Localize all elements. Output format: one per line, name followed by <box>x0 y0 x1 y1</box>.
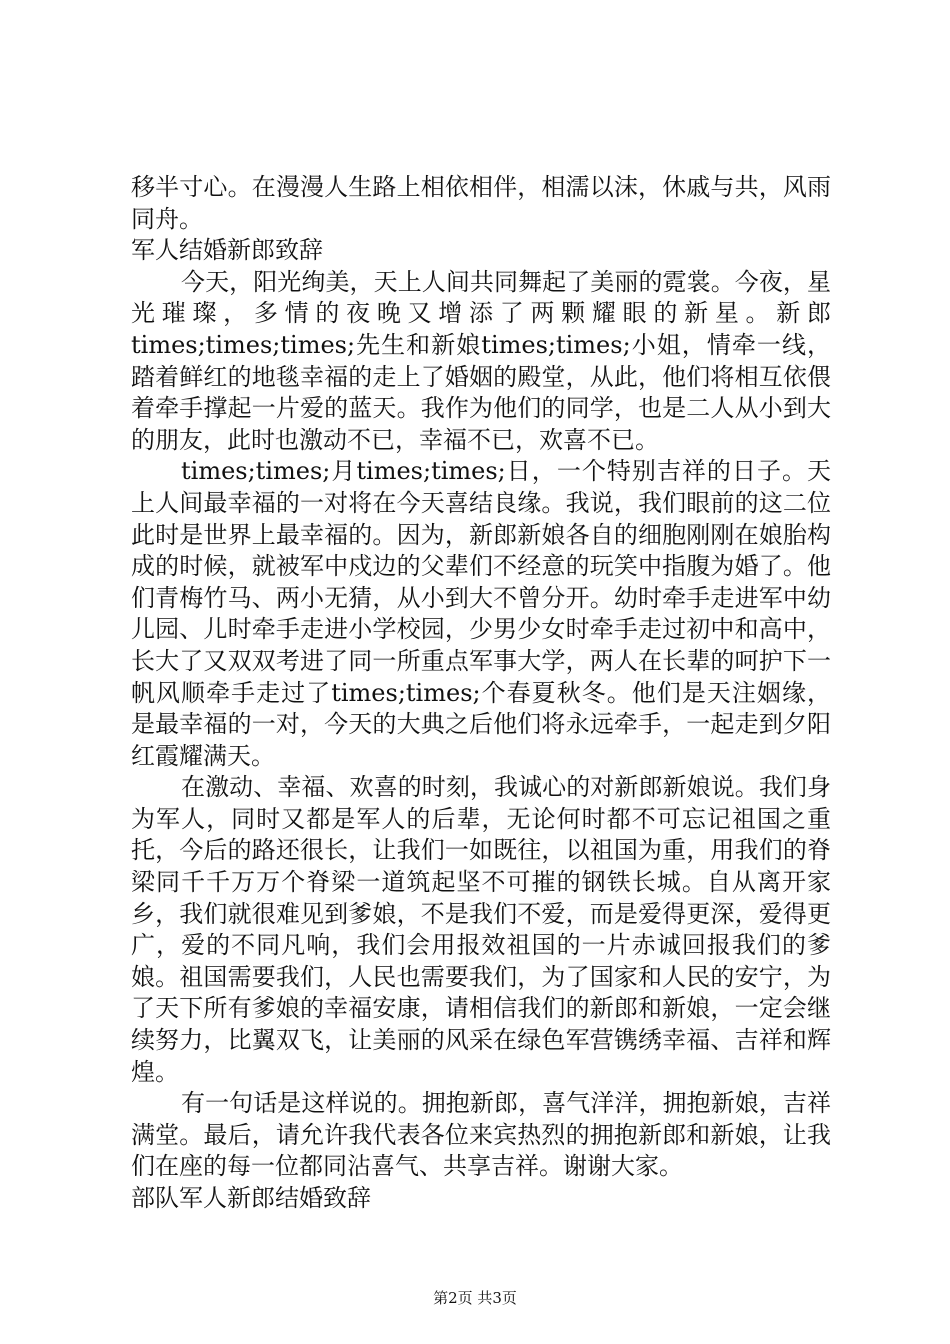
body-paragraph: times;times;月times;times;日，一个特别吉祥的日子。天上人间最幸福的一对将在今天喜结良缘。我说，我们眼前的这二位此时是世界上最幸福的。因为，新郎新娘各自的细胞刚刚在娘胎构成的时候，就被军中戍边的父辈们不经意的玩笑中指腹为婚了。他们青梅竹马、两小无猜，从小到大不曾分开。幼时牵手走进军中幼儿园、儿时牵手走进小学校园，少男少女时牵手走过初中和高中，长大了又双双考进了同一所重点军事大学，两人在长辈的呵护下一帆风顺牵手走过了times;times;个春夏秋冬。他们是天注姻缘，是最幸福的一对，今天的大典之后他们将永远牵手，一起走到夕阳红霞耀满天。 <box>131 457 831 770</box>
paragraph-continuation: 移半寸心。在漫漫人生路上相依相伴，相濡以沫，休戚与共，风雨同舟。 <box>131 173 831 233</box>
section-heading: 军人结婚新郎致辞 <box>131 236 323 265</box>
section-heading: 部队军人新郎结婚致辞 <box>131 1184 371 1212</box>
document-body <box>131 172 831 1215</box>
body-paragraph: 有一句话是这样说的。拥抱新郎，喜气洋洋，拥抱新娘，吉祥满堂。最后，请允许我代表各位来宾热烈的拥抱新郎和新娘，让我们在座的每一位都同沾喜气、共享吉祥。谢谢大家。 <box>131 1089 831 1181</box>
page-number-footer: 第2页 共3页 <box>433 1289 517 1307</box>
body-paragraph: 今天，阳光绚美，天上人间共同舞起了美丽的霓裳。今夜，星光璀璨，多情的夜晚又增添了两颗耀眼的新星。新郎times;times;times;先生和新娘times;times;小姐，情牵一线，踏着鲜红的地毯幸福的走上了婚姻的殿堂，从此，他们将相互依偎着牵手撑起一片爱的蓝天。我作为他们的同学，也是二人从小到大的朋友，此时也激动不已，幸福不已，欢喜不已。 <box>131 267 831 454</box>
body-paragraph: 在激动、幸福、欢喜的时刻，我诚心的对新郎新娘说。我们身为军人，同时又都是军人的后辈，无论何时都不可忘记祖国之重托，今后的路还很长，让我们一如既往，以祖国为重，用我们的脊梁同千千万万个脊梁一道筑起坚不可摧的钢铁长城。自从离开家乡，我们就很难见到爹娘，不是我们不爱，而是爱得更深，爱得更广，爱的不同凡响，我们会用报效祖国的一片赤诚回报我们的爹娘。祖国需要我们，人民也需要我们，为了国家和人民的安宁，为了天下所有爹娘的幸福安康，请相信我们的新郎和新娘，一定会继续努力，比翼双飞，让美丽的风采在绿色军营镌绣幸福、吉祥和辉煌。 <box>131 773 831 1086</box>
